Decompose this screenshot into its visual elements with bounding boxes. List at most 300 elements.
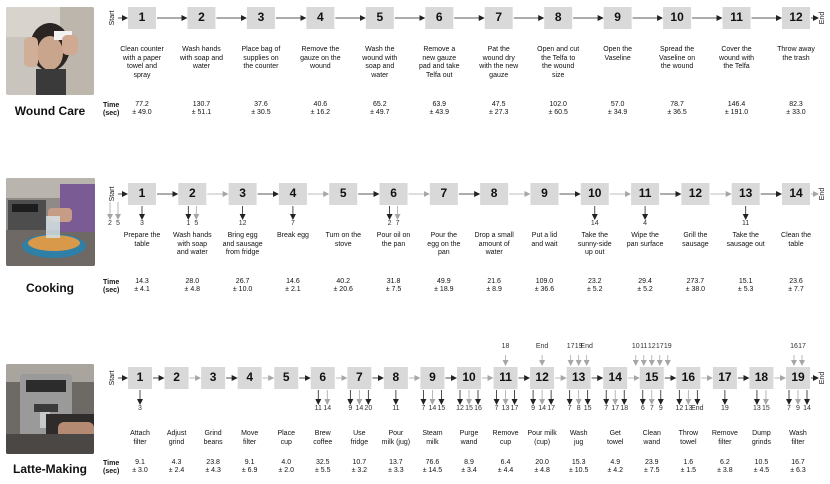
step-description: table [134,240,150,248]
step-time-mean: 31.8 [386,278,401,285]
step-time-mean: 4.9 [610,459,621,466]
step-description: Clean counter [120,46,164,53]
step-time-sd: ± 7.7 [788,286,804,293]
step-number: 4 [246,370,253,384]
step-description: coffee [313,438,333,446]
step-description: the wound [660,63,694,70]
step-time-mean: 13.7 [389,459,403,466]
step-description: wand [643,438,661,446]
step-description: amount of [478,240,510,248]
step-description: Wipe the [631,232,659,239]
time-unit-line: (sec) [103,287,120,294]
step-time-sd: ± 3.4 [461,467,477,474]
step-time-sd: ± 33.0 [786,109,806,116]
section-title-latte-making: Latte-Making [12,462,87,476]
step-time-mean: 77.2 [135,101,149,108]
branch-number: 14 [355,405,364,412]
step-description: Vaseline on [659,54,696,62]
step-time-sd: ± 10.0 [232,286,253,293]
step-time-mean: 82.3 [789,101,803,108]
step-time-sd: ± 3.8 [717,467,733,474]
step-time-mean: 23.6 [789,278,803,285]
step-time-sd: ± 4.8 [184,286,201,293]
branch-number: 14 [538,405,547,412]
step-number: 15 [645,370,659,384]
branch-number: 11 [640,343,648,350]
branch-number: 14 [803,405,811,412]
step-number: 11 [730,10,743,24]
step-time-mean: 37.6 [254,101,268,108]
step-time-sd: ± 38.0 [685,286,706,293]
step-time-mean: 23.2 [587,278,602,285]
step-number: 5 [376,10,384,24]
step-description: Wash [789,430,807,437]
step-time-sd: ± 20.6 [333,286,353,293]
step-description: Clean the [781,232,811,239]
branch-number: 9 [796,405,800,412]
step-description: water [192,63,211,70]
step-time-sd: ± 3.0 [132,467,148,474]
step-description: Telfa out [426,71,453,79]
branch-number: 12 [675,405,684,412]
step-time-sd: ± 5.5 [315,467,331,474]
step-time-mean: 15.1 [738,278,753,285]
branch-number: 13 [501,405,510,412]
branch-number: 17 [655,343,664,350]
branch-number: 7 [395,220,400,227]
step-time-mean: 8.9 [464,459,474,466]
branch-number: End [535,343,549,350]
step-time-mean: 6.4 [500,459,511,466]
branch-number: 15 [762,405,770,412]
step-number: 6 [435,10,443,24]
step-description: Open the [603,46,633,53]
branch-number: 15 [437,405,446,412]
step-time-mean: 28.0 [185,278,200,285]
branch-number: 17 [510,405,519,412]
branch-number: 4 [643,220,648,227]
section-title-cooking: Cooking [26,281,74,295]
step-description: Spread the [659,46,695,53]
branch-number: 13 [753,405,761,412]
step-time-mean: 130.7 [192,101,211,108]
step-time-mean: 4.3 [171,459,182,466]
step-description: table [788,240,804,248]
step-time-sd: ± 2.1 [285,286,301,293]
step-time-sd: ± 5.3 [737,286,754,293]
step-time-mean: 14.3 [135,278,149,285]
step-description: (cup) [534,438,551,446]
step-description: wand [460,438,478,446]
step-description: water [371,71,389,79]
step-time-mean: 32.5 [315,459,330,466]
step-time-sd: ± 27.3 [489,109,509,116]
step-time-mean: 14.6 [286,278,300,285]
step-description: pan [438,249,450,256]
step-description: with soap and [179,54,224,62]
step-description: Open and cut [537,46,580,53]
branch-number: 11 [392,405,400,412]
branch-number: End [691,405,704,412]
step-number: 16 [681,370,696,384]
branch-number: 11 [742,220,750,227]
step-description: Turn on the [325,232,361,239]
step-description: milk (jug) [381,438,411,446]
step-description: Pour the [430,232,458,239]
step-time-mean: 6.2 [720,459,730,466]
step-description: pan surface [626,240,664,248]
branch-number: 14 [428,405,437,412]
step-description: and sausage [222,240,263,248]
step-description: from fridge [225,249,260,256]
step-description: Remove [711,430,738,437]
start-label: Start [109,370,116,386]
step-number: 9 [541,186,548,200]
step-description: Adjust [166,430,187,437]
step-description: Remove [492,430,519,437]
step-description: Dump [752,430,771,437]
step-number: 7 [355,370,363,384]
branch-number: 15 [583,405,592,412]
branch-number: 20 [364,405,373,412]
step-description: spray [133,71,151,79]
step-number: 10 [462,370,476,384]
step-description: cup [499,438,512,446]
branch-number: 17 [547,405,556,412]
step-description: Attach [130,430,150,437]
branch-number: 7 [649,405,654,412]
step-description: Bring egg [227,232,258,239]
step-time-sd: ± 191.0 [724,109,749,116]
step-time-sd: ± 49.7 [370,109,390,116]
time-label-line: Time [103,102,120,109]
step-description: Purge [459,430,479,437]
branch-number: 17 [798,343,806,350]
step-number: 4 [317,10,324,24]
step-number: 1 [138,10,146,24]
start-label: Start [109,10,116,26]
step-number: 19 [791,370,805,384]
branch-number: 2 [108,220,112,227]
step-time-mean: 102.0 [549,101,567,108]
step-description: egg on the [427,240,461,248]
branch-number: 19 [574,343,583,350]
step-time-mean: 15.3 [571,459,586,466]
branch-number: 6 [640,405,645,412]
step-description: supplies on [243,54,279,62]
step-description: gauze on the [300,54,341,62]
step-time-sd: ± 5.2 [587,286,603,293]
branch-number: 19 [720,405,729,412]
step-description: milk [426,438,439,446]
step-time-sd: ± 4.4 [497,467,514,474]
step-time-sd: ± 43.9 [429,109,449,116]
branch-number: 5 [194,220,199,227]
step-number: 2 [173,370,180,384]
branch-number: 9 [658,405,663,412]
step-description: Wash [569,430,588,437]
step-number: 1 [138,186,146,200]
step-description: with the new [479,63,519,70]
step-description: wound with [719,54,755,62]
step-description: sunny-side [577,240,612,248]
step-description: grind [168,438,185,446]
step-description: Get [609,430,621,437]
step-time-sd: ± 60.5 [548,109,568,116]
step-time-mean: 146.4 [727,101,746,108]
step-description: filter [791,438,805,446]
branch-number: 7 [421,405,426,412]
step-time-sd: ± 4.8 [534,467,550,474]
step-description: stove [334,240,352,248]
step-number: 8 [490,186,498,200]
branch-number: 13 [684,405,693,412]
branch-number: 12 [456,405,464,412]
branch-number: 16 [474,405,482,412]
step-description: Throw away [777,46,815,53]
time-unit-line: (sec) [103,110,120,117]
step-description: new gauze [422,54,457,62]
step-time-sd: ± 5.2 [637,286,653,293]
step-description: towel and [127,63,157,70]
step-number: 13 [571,370,586,384]
step-number: 5 [339,186,347,200]
step-description: up out [585,249,605,256]
step-description: Break egg [276,232,309,239]
step-time-sd: ± 4.2 [607,467,623,474]
step-number: 18 [754,370,769,384]
step-number: 12 [535,370,549,384]
branch-number: 12 [647,343,656,350]
step-time-sd: ± 2.4 [168,467,185,474]
step-description: the Telfa to [541,54,576,62]
start-label: Start [109,186,116,202]
step-description: towel [680,438,697,446]
branch-number: End [580,343,593,350]
step-description: Grind [204,430,222,437]
step-number: 9 [614,10,621,24]
step-description: Prepare the [123,232,161,239]
step-description: gauze [489,71,509,79]
branch-number: 14 [590,220,599,227]
step-number: 2 [198,10,205,24]
branch-number: 3 [138,405,142,412]
step-description: Clean [642,430,661,437]
step-time-sd: ± 3.2 [351,467,368,474]
step-description: sausage out [726,240,765,248]
step-time-sd: ± 6.3 [790,467,806,474]
branch-number: 7 [567,405,572,412]
step-time-sd: ± 18.9 [434,286,454,293]
step-time-sd: ± 6.9 [241,467,258,474]
step-description: the counter [243,63,279,70]
step-time-sd: ± 1.5 [680,467,697,474]
step-time-sd: ± 4.3 [205,467,221,474]
end-label: End [819,187,826,201]
step-time-sd: ± 4.1 [134,286,150,293]
step-number: 17 [718,370,732,384]
step-number: 13 [739,186,753,200]
time-unit-line: (sec) [103,468,120,475]
step-number: 8 [392,370,400,384]
step-time-mean: 57.0 [610,101,625,108]
step-number: 2 [188,186,196,200]
step-time-mean: 9.1 [135,459,145,466]
branch-number: 11 [314,405,322,412]
step-description: with a paper [122,54,162,62]
step-description: wound [310,63,331,70]
step-time-sd: ± 7.5 [644,467,660,474]
section-title-wound-care: Wound Care [14,104,86,118]
step-number: 11 [638,186,652,200]
step-description: soap and [365,63,395,70]
branch-number: 19 [663,343,672,350]
step-time-sd: ± 30.5 [251,109,271,116]
step-number: 6 [319,370,327,384]
step-number: 14 [608,370,622,384]
step-time-sd: ± 36.6 [534,286,555,293]
step-time-mean: 63.9 [432,101,447,108]
step-description: Wash hands [182,46,221,53]
step-description: Grill the [683,232,708,239]
step-time-mean: 76.6 [425,459,440,466]
step-time-mean: 40.2 [336,278,351,285]
branch-number: 1 [186,220,191,227]
step-number: 3 [257,10,265,24]
step-description: Steam [422,430,443,437]
step-number: 7 [495,10,503,24]
step-time-sd: ± 10.5 [568,467,589,474]
step-time-sd: ± 14.5 [422,467,443,474]
step-number: 3 [239,186,246,200]
branch-number: 9 [348,405,353,412]
step-description: filter [133,438,147,446]
step-description: Pour oil on [376,232,411,239]
step-time-mean: 10.5 [754,459,769,466]
step-description: size [551,71,565,79]
branch-number: 18 [620,405,629,412]
step-description: the pan [381,240,406,248]
step-time-sd: ± 34.9 [607,109,628,116]
step-number: 1 [136,370,144,384]
step-number: 6 [390,186,397,200]
step-description: Cover the [721,46,752,53]
step-time-mean: 1.6 [683,459,694,466]
step-number: 7 [440,186,448,200]
step-description: grinds [751,438,771,446]
step-description: with soap [177,240,208,248]
branch-number: 3 [140,220,144,227]
step-time-mean: 40.6 [313,101,328,108]
step-description: pad and take [419,63,460,70]
end-label: End [819,371,826,385]
step-time-mean: 20.0 [535,459,549,466]
step-number: 10 [588,186,602,200]
step-description: Pour [388,430,404,437]
step-description: the wound [542,63,575,70]
step-description: Use [353,430,366,437]
step-time-mean: 16.7 [791,459,805,466]
step-description: and water [176,249,208,256]
step-number: 14 [789,186,803,200]
branch-number: 7 [494,405,499,412]
step-description: Move [241,430,259,437]
step-description: and wait [531,240,558,248]
step-description: fridge [350,438,369,446]
step-time-mean: 9.1 [244,459,255,466]
step-time-sd: ± 4.5 [753,467,770,474]
time-label-line: Time [103,279,120,286]
step-description: Drop a small [474,232,514,239]
step-description: cup [280,438,292,446]
step-time-mean: 23.8 [206,459,220,466]
step-time-sd: ± 36.5 [667,109,687,116]
step-number: 12 [789,10,803,24]
branch-number: 7 [787,405,791,412]
branch-number: 9 [531,405,536,412]
step-description: Wash the [365,46,395,53]
step-time-sd: ± 16.2 [310,109,331,116]
step-time-mean: 65.2 [373,101,387,108]
step-description: Put a lid [531,232,558,239]
step-time-mean: 78.7 [670,101,684,108]
step-description: Remove a [423,46,456,53]
step-description: Take the [732,232,759,239]
step-time-mean: 47.5 [491,101,506,108]
step-time-mean: 26.7 [235,278,250,285]
branch-number: 15 [465,405,473,412]
step-number: 4 [289,186,297,200]
branch-number: 5 [116,220,120,227]
step-number: 5 [282,370,290,384]
step-description: wound with [362,54,398,62]
step-number: 9 [429,370,436,384]
step-description: Wash hands [172,232,212,239]
step-time-sd: ± 7.5 [385,286,402,293]
step-time-mean: 273.7 [686,278,705,285]
branch-number: 14 [323,405,332,412]
step-number: 8 [554,10,562,24]
step-description: Take the [581,232,608,239]
step-description: beans [203,438,223,446]
step-description: Place [277,430,295,437]
time-label-line: Time [103,460,120,467]
end-label: End [819,11,826,25]
branch-number: 10 [631,343,640,350]
step-description: towel [607,438,624,446]
branch-number: 12 [238,220,247,227]
step-description: the trash [782,54,810,62]
step-time-sd: ± 2.0 [278,467,294,474]
step-number: 3 [209,370,217,384]
step-description: Throw [678,430,699,437]
branch-number: 16 [790,343,798,350]
branch-number: 18 [501,343,510,350]
step-description: filter [243,438,257,446]
step-description: water [485,249,503,256]
step-description: Vaseline [604,54,631,62]
step-description: Remove the [301,46,340,53]
step-number: 11 [499,370,512,384]
branch-number: 17 [566,343,575,350]
step-time-mean: 21.6 [487,278,501,285]
step-description: wound dry [482,54,515,62]
branch-number: 2 [387,220,392,227]
step-description: Brew [314,430,331,437]
step-description: filter [718,438,732,446]
step-time-mean: 23.9 [644,459,659,466]
branch-number: 17 [611,405,620,412]
